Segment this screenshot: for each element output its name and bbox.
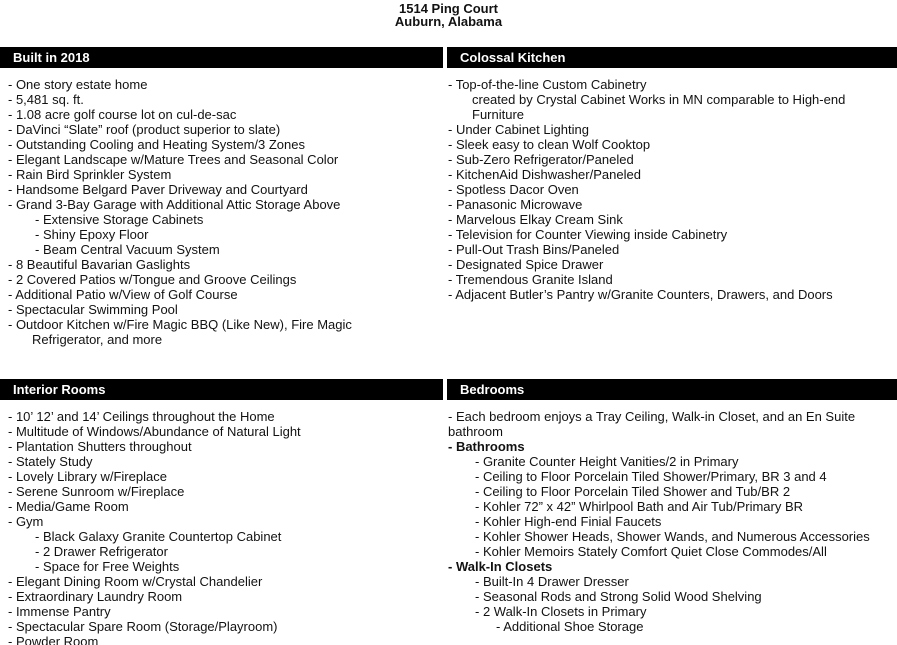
feature-list-bedrooms [447,409,897,634]
feature-line: - Kohler 72” x 42” Whirlpool Bath and Air Tub/Primary BR [475,499,804,514]
feature-line: - Elegant Dining Room w/Crystal Chandelier [8,574,263,589]
feature-line: - Additional Shoe Storage [496,619,644,634]
feature-line: - 10’ 12’ and 14’ Ceilings throughout the Home [8,409,275,424]
feature-line: - Extensive Storage Cabinets [35,212,204,227]
section-header-label: Built in 2018 [13,50,90,65]
feature-line: - Space for Free Weights [35,559,180,574]
feature-line: - Built-In 4 Drawer Dresser [475,574,629,589]
feature-line: - Television for Counter Viewing inside Cabinetry [448,227,728,242]
feature-line: - Plantation Shutters throughout [8,439,192,454]
section-interior-rooms [0,379,443,645]
section-bedrooms [447,379,897,645]
feature-line: - Kohler High-end Finial Faucets [475,514,662,529]
feature-line: - Spectacular Swimming Pool [8,302,178,317]
feature-line: - Bathrooms [448,439,525,454]
feature-line: - Kohler Shower Heads, Shower Wands, and Numerous Accessories [475,529,870,544]
section-header-interior-rooms [0,379,443,400]
feature-line: - Granite Counter Height Vanities/2 in Primary [475,454,739,469]
section-header-built-in-2018 [0,47,443,68]
feature-line: - Each bedroom enjoys a Tray Ceiling, Walk-in Closet, and an En Suite [448,409,856,424]
section-header-label: Colossal Kitchen [460,50,566,65]
feature-line: - Marvelous Elkay Cream Sink [448,212,623,227]
feature-line: - KitchenAid Dishwasher/Paneled [448,167,641,182]
bottom-row [0,379,897,645]
feature-line: - Handsome Belgard Paver Driveway and Courtyard [8,182,308,197]
feature-line: - Pull-Out Trash Bins/Paneled [448,242,620,257]
feature-line: - Walk-In Closets [448,559,553,574]
section-header-colossal-kitchen [447,47,897,68]
feature-line: - Gym [8,514,44,529]
feature-line: - Media/Game Room [8,499,129,514]
feature-line: - Rain Bird Sprinkler System [8,167,172,182]
feature-line: - 2 Drawer Refrigerator [35,544,168,559]
feature-line: - Immense Pantry [8,604,111,619]
feature-line: - Sub-Zero Refrigerator/Paneled [448,152,634,167]
feature-list-interior-rooms [0,409,443,645]
feature-line: - Spotless Dacor Oven [448,182,579,197]
feature-line: created by Crystal Cabinet Works in MN comparable to High-end [472,92,846,107]
feature-line: - Spectacular Spare Room (Storage/Playroom) [8,619,278,634]
feature-line: - Serene Sunroom w/Fireplace [8,484,185,499]
section-header-label: Interior Rooms [13,382,106,397]
feature-line: - Shiny Epoxy Floor [35,227,149,242]
feature-line: - Extraordinary Laundry Room [8,589,183,604]
feature-line: - DaVinci “Slate” roof (product superior to slate) [8,122,281,137]
feature-line: - 2 Walk-In Closets in Primary [475,604,647,619]
feature-line: - 5,481 sq. ft. [8,92,84,107]
feature-line: - Additional Patio w/View of Golf Course [8,287,238,302]
feature-line: - 2 Covered Patios w/Tongue and Groove Ceilings [8,272,297,287]
feature-line: - Outstanding Cooling and Heating System/3 Zones [8,137,306,152]
feature-line: - Elegant Landscape w/Mature Trees and Seasonal Color [8,152,339,167]
feature-line: - Ceiling to Floor Porcelain Tiled Shower and Tub/BR 2 [475,484,791,499]
feature-line: - Black Galaxy Granite Countertop Cabinet [35,529,282,544]
property-title [0,0,897,28]
feature-line: - Sleek easy to clean Wolf Cooktop [448,137,651,152]
feature-line: - Grand 3-Bay Garage with Additional Attic Storage Above [8,197,341,212]
feature-line: - Kohler Memoirs Stately Comfort Quiet Close Commodes/All [475,544,827,559]
feature-line: - Stately Study [8,454,93,469]
top-row [0,47,897,347]
feature-line: - Top-of-the-line Custom Cabinetry [448,77,647,92]
feature-line: - Lovely Library w/Fireplace [8,469,167,484]
section-header-bedrooms [447,379,897,400]
feature-line: - Under Cabinet Lighting [448,122,589,137]
feature-line: - Outdoor Kitchen w/Fire Magic BBQ (Like New), Fire Magic [8,317,352,332]
feature-line: bathroom [448,424,503,439]
feature-line: - Beam Central Vacuum System [35,242,220,257]
section-built-in-2018 [0,47,443,347]
feature-line: - Ceiling to Floor Porcelain Tiled Shower/Primary, BR 3 and 4 [475,469,827,484]
property-address: 1514 Ping Court [399,1,498,16]
feature-line: Furniture [472,107,525,122]
feature-line: - Designated Spice Drawer [448,257,604,272]
feature-line: Refrigerator, and more [32,332,163,347]
feature-line: - Adjacent Butler’s Pantry w/Granite Counters, Drawers, and Doors [448,287,833,302]
section-header-label: Bedrooms [460,382,525,397]
feature-list-colossal-kitchen [447,77,897,302]
feature-line: - Seasonal Rods and Strong Solid Wood Shelving [475,589,762,604]
feature-list-built-in-2018 [0,77,443,347]
feature-line: - Panasonic Microwave [448,197,583,212]
feature-line: - Powder Room [8,634,99,645]
feature-line: - Multitude of Windows/Abundance of Natural Light [8,424,301,439]
feature-line: - 8 Beautiful Bavarian Gaslights [8,257,191,272]
feature-line: - 1.08 acre golf course lot on cul-de-sac [8,107,237,122]
section-colossal-kitchen [447,47,897,347]
feature-line: - One story estate home [8,77,148,92]
property-city-state: Auburn, Alabama [394,14,503,29]
feature-line: - Tremendous Granite Island [448,272,613,287]
